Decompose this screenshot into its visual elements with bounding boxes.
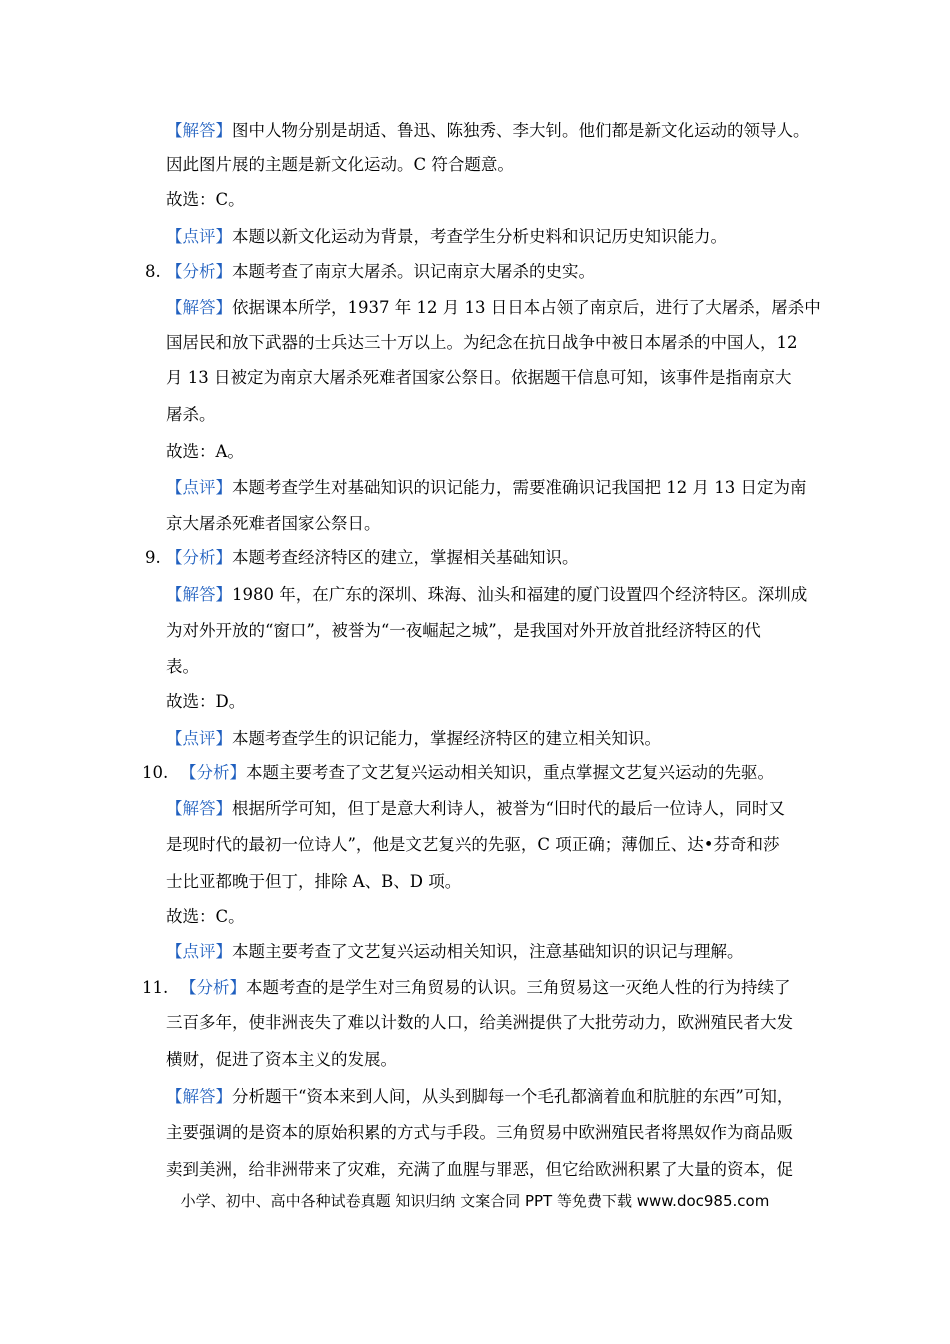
analysis-line-11b: 三百多年，使非洲丧失了难以计数的人口，给美洲提供了大批劳动力，欧洲殖民者大发 xyxy=(166,1013,793,1032)
section-tag: 【解答】 xyxy=(166,799,232,818)
section-tag: 【解答】 xyxy=(166,121,232,140)
section-tag: 【点评】 xyxy=(166,478,232,497)
question-number-8: 8. xyxy=(145,262,161,281)
analysis-line-10: 【分析】本题主要考查了文艺复兴运动相关知识，重点掌握文艺复兴运动的先驱。 xyxy=(180,763,774,782)
answer-line-8a: 【解答】依据课本所学，1937 年 12 月 13 日日本占领了南京后，进行了大屠杀，屠杀中 xyxy=(166,298,821,317)
answer-line-8c: 月 13 日被定为南京大屠杀死难者国家公祭日。依据题干信息可知，该事件是指南京大 xyxy=(166,368,792,387)
choice-line-8: 故选：A。 xyxy=(166,442,244,461)
page-footer: 小学、初中、高中各种试卷真题 知识归纳 文案合同 PPT 等免费下载 www.doc985.com xyxy=(180,1192,770,1210)
comment-line-9: 【点评】本题考查学生的识记能力，掌握经济特区的建立相关知识。 xyxy=(166,729,661,748)
comment-line-7: 【点评】本题以新文化运动为背景，考查学生分析史料和识记历史知识能力。 xyxy=(166,227,727,246)
question-number-10: 10. xyxy=(142,763,169,782)
answer-line-11c: 卖到美洲，给非洲带来了灾难，充满了血腥与罪恶，但它给欧洲积累了大量的资本，促 xyxy=(166,1160,793,1179)
answer-line-10b: 是现时代的最初一位诗人”，他是文艺复兴的先驱，C 项正确；薄伽丘、达•芬奇和莎 xyxy=(166,835,780,854)
answer-line-9b: 为对外开放的“窗口”，被誉为“一夜崛起之城”，是我国对外开放首批经济特区的代 xyxy=(166,621,761,640)
section-tag: 【分析】 xyxy=(180,763,246,782)
answer-line-8d: 屠杀。 xyxy=(166,405,216,424)
analysis-line-8: 【分析】本题考查了南京大屠杀。识记南京大屠杀的史实。 xyxy=(166,262,595,281)
question-number-9: 9. xyxy=(145,548,161,567)
answer-line-10c: 士比亚都晚于但丁，排除 A、B、D 项。 xyxy=(166,872,462,891)
answer-line-7b: 因此图片展的主题是新文化运动。C 符合题意。 xyxy=(166,155,514,174)
analysis-line-11c: 横财，促进了资本主义的发展。 xyxy=(166,1050,397,1069)
answer-line-7a: 【解答】图中人物分别是胡适、鲁迅、陈独秀、李大钊。他们都是新文化运动的领导人。 xyxy=(166,121,810,140)
comment-line-8b: 京大屠杀死难者国家公祭日。 xyxy=(166,514,381,533)
choice-line-9: 故选：D。 xyxy=(166,692,246,711)
answer-line-11a: 【解答】分析题干“资本来到人间，从头到脚每一个毛孔都滴着血和肮脏的东西”可知， xyxy=(166,1087,794,1106)
comment-line-10: 【点评】本题主要考查了文艺复兴运动相关知识，注意基础知识的识记与理解。 xyxy=(166,942,744,961)
section-tag: 【分析】 xyxy=(166,262,232,281)
answer-line-8b: 国居民和放下武器的士兵达三十万以上。为纪念在抗日战争中被日本屠杀的中国人，12 xyxy=(166,333,798,352)
section-tag: 【解答】 xyxy=(166,1087,232,1106)
section-tag: 【分析】 xyxy=(166,548,232,567)
analysis-line-9: 【分析】本题考查经济特区的建立，掌握相关基础知识。 xyxy=(166,548,579,567)
section-tag: 【点评】 xyxy=(166,227,232,246)
answer-line-11b: 主要强调的是资本的原始积累的方式与手段。三角贸易中欧洲殖民者将黑奴作为商品贩 xyxy=(166,1123,793,1142)
analysis-line-11a: 【分析】本题考查的是学生对三角贸易的认识。三角贸易这一灭绝人性的行为持续了 xyxy=(180,978,791,997)
answer-line-9c: 表。 xyxy=(166,657,199,676)
section-tag: 【点评】 xyxy=(166,942,232,961)
question-number-11: 11. xyxy=(142,978,169,997)
answer-line-9a: 【解答】1980 年，在广东的深圳、珠海、汕头和福建的厦门设置四个经济特区。深圳成 xyxy=(166,585,808,604)
answer-line-10a: 【解答】根据所学可知，但丁是意大利诗人，被誉为“旧时代的最后一位诗人，同时又 xyxy=(166,799,785,818)
section-tag: 【点评】 xyxy=(166,729,232,748)
choice-line-10: 故选：C。 xyxy=(166,907,245,926)
section-tag: 【解答】 xyxy=(166,298,232,317)
section-tag: 【解答】 xyxy=(166,585,232,604)
section-tag: 【分析】 xyxy=(180,978,246,997)
comment-line-8a: 【点评】本题考查学生对基础知识的识记能力，需要准确识记我国把 12 月 13 日定为南 xyxy=(166,478,807,497)
choice-line-7: 故选：C。 xyxy=(166,190,245,209)
